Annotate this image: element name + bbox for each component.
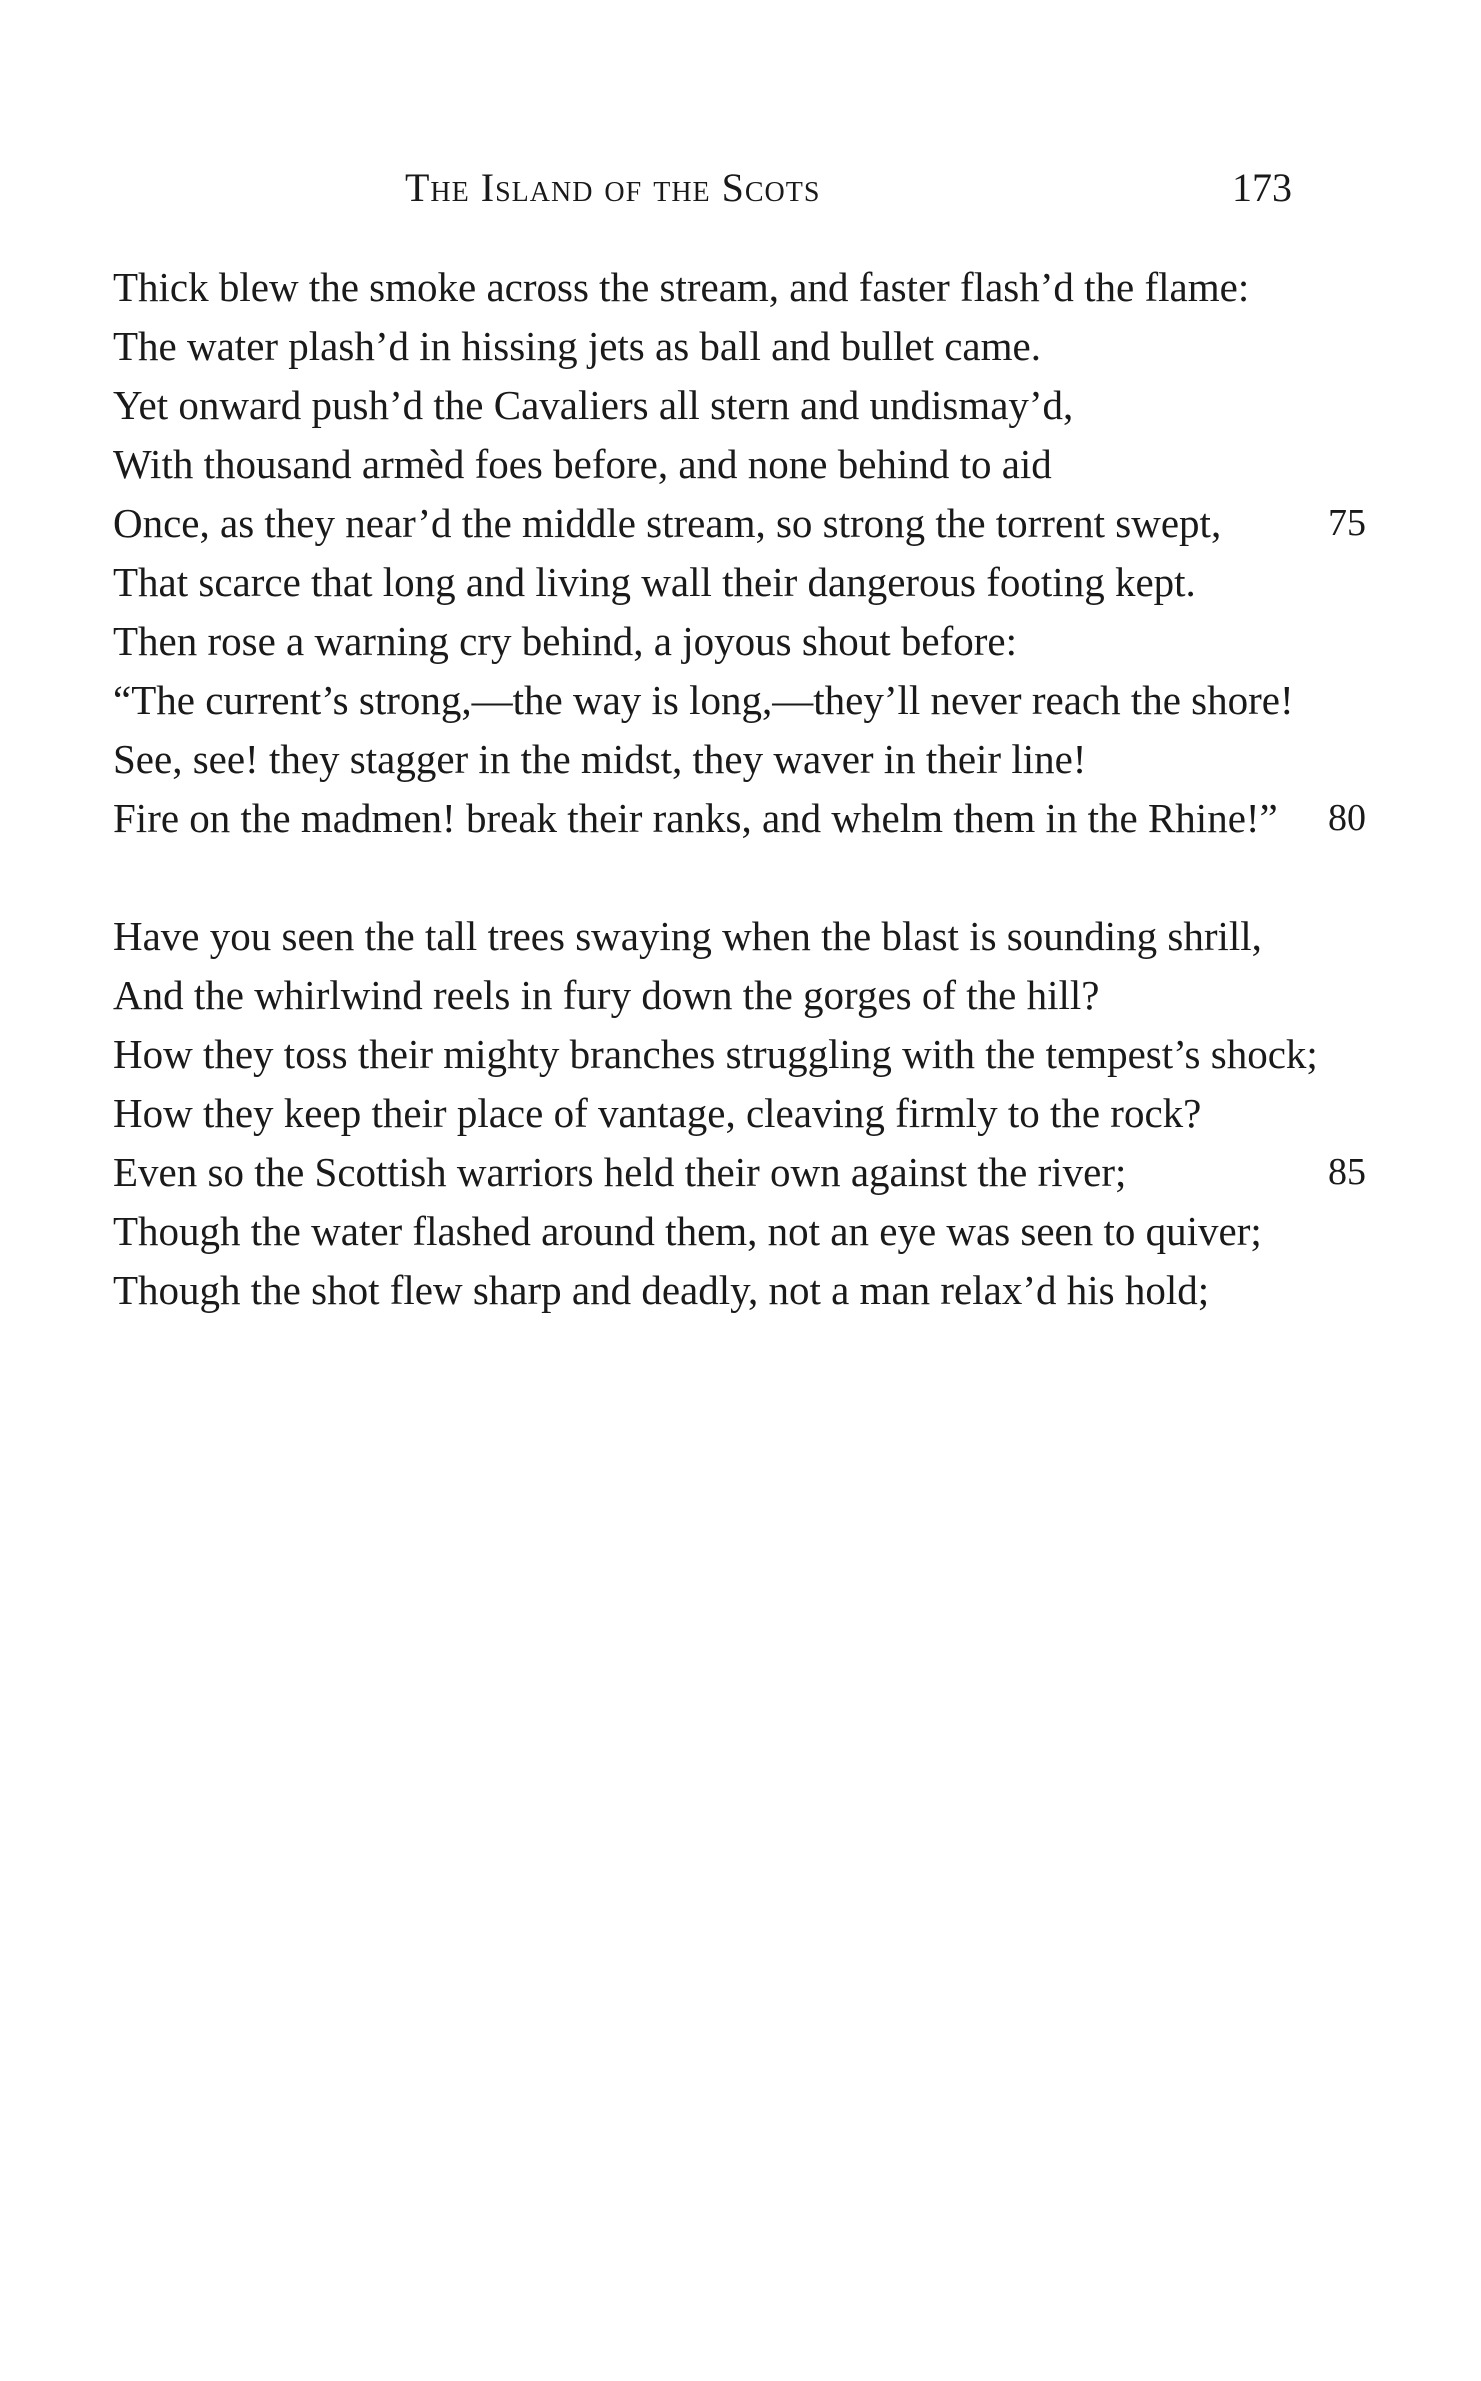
page-number: 173: [1232, 165, 1292, 210]
verse-line: [113, 1202, 1318, 1261]
verse-line: [113, 258, 1318, 317]
verse-text: Have you seen the tall trees swaying when the blast is sounding shrill,: [113, 913, 1262, 959]
stanza: [113, 907, 1366, 1320]
verse-line: [113, 435, 1318, 494]
verse-line: [113, 789, 1366, 848]
verse-text: With thousand armèd foes before, and none behind to aid: [113, 441, 1052, 487]
verse-text: Once, as they near’d the middle stream, so strong the torrent swept,: [113, 500, 1222, 546]
verse-text: Fire on the madmen! break their ranks, and whelm them in the Rhine!”: [113, 795, 1278, 841]
line-number: 85: [1328, 1151, 1366, 1193]
poem-body: [113, 258, 1366, 1320]
verse-text: The water plash’d in hissing jets as ball and bullet came.: [113, 323, 1041, 369]
verse-line: [113, 376, 1318, 435]
verse-text: Then rose a warning cry behind, a joyous shout before:: [113, 618, 1018, 664]
line-number: 75: [1328, 502, 1366, 544]
verse-line: [113, 907, 1318, 966]
verse-text: Though the shot flew sharp and deadly, not a man relax’d his hold;: [113, 1267, 1210, 1313]
page-header: [0, 164, 1481, 214]
verse-text: Yet onward push’d the Cavaliers all stern and undismay’d,: [113, 382, 1074, 428]
verse-text: How they toss their mighty branches struggling with the tempest’s shock;: [113, 1031, 1318, 1077]
verse-text: That scarce that long and living wall their dangerous footing kept.: [113, 559, 1196, 605]
verse-text: See, see! they stagger in the midst, they waver in their line!: [113, 736, 1087, 782]
verse-text: Though the water flashed around them, not an eye was seen to quiver;: [113, 1208, 1262, 1254]
verse-line: [113, 730, 1318, 789]
verse-line: [113, 1025, 1318, 1084]
verse-text: Even so the Scottish warriors held their own against the river;: [113, 1149, 1127, 1195]
verse-line: [113, 671, 1318, 730]
stanza: [113, 258, 1366, 848]
verse-line: [113, 966, 1318, 1025]
verse-line: [113, 1143, 1366, 1202]
verse-text: Thick blew the smoke across the stream, and faster flash’d the flame:: [113, 264, 1250, 310]
verse-line: [113, 1261, 1318, 1320]
line-number: 80: [1328, 797, 1366, 839]
verse-text: And the whirlwind reels in fury down the gorges of the hill?: [113, 972, 1100, 1018]
verse-text: “The current’s strong,—the way is long,—they’ll never reach the shore!: [113, 677, 1294, 723]
verse-line: [113, 1084, 1318, 1143]
verse-line: [113, 553, 1318, 612]
verse-line: [113, 317, 1318, 376]
verse-text: How they keep their place of vantage, cleaving firmly to the rock?: [113, 1090, 1202, 1136]
verse-line: [113, 612, 1318, 671]
running-title: The Island of the Scots: [405, 165, 821, 210]
verse-line: [113, 494, 1366, 553]
